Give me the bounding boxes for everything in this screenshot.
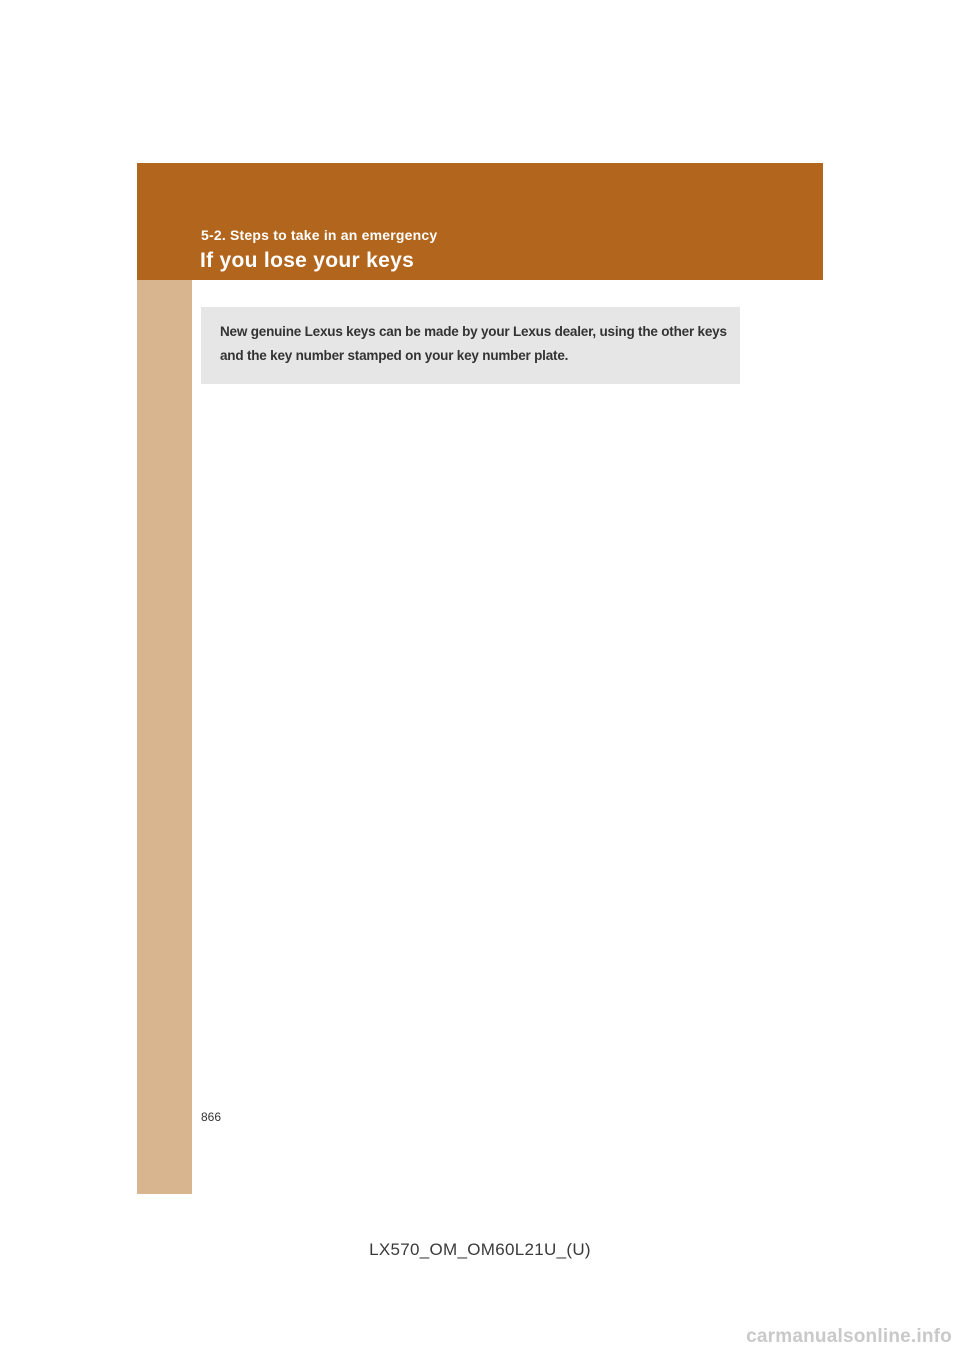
page-number: 866: [201, 1110, 222, 1124]
intro-box: [201, 307, 740, 384]
header-band: [137, 163, 823, 280]
document-code: LX570_OM_OM60L21U_(U): [369, 1240, 591, 1259]
section-label: 5-2. Steps to take in an emergency: [201, 227, 438, 243]
intro-text: New genuine Lexus keys can be made by your Lexus dealer, using the other keys and the key number stamped on your key number plate.: [220, 324, 727, 363]
page-title: If you lose your keys: [200, 249, 415, 272]
side-strip: [137, 280, 192, 1194]
watermark: carmanualsonline.info: [746, 1326, 952, 1347]
